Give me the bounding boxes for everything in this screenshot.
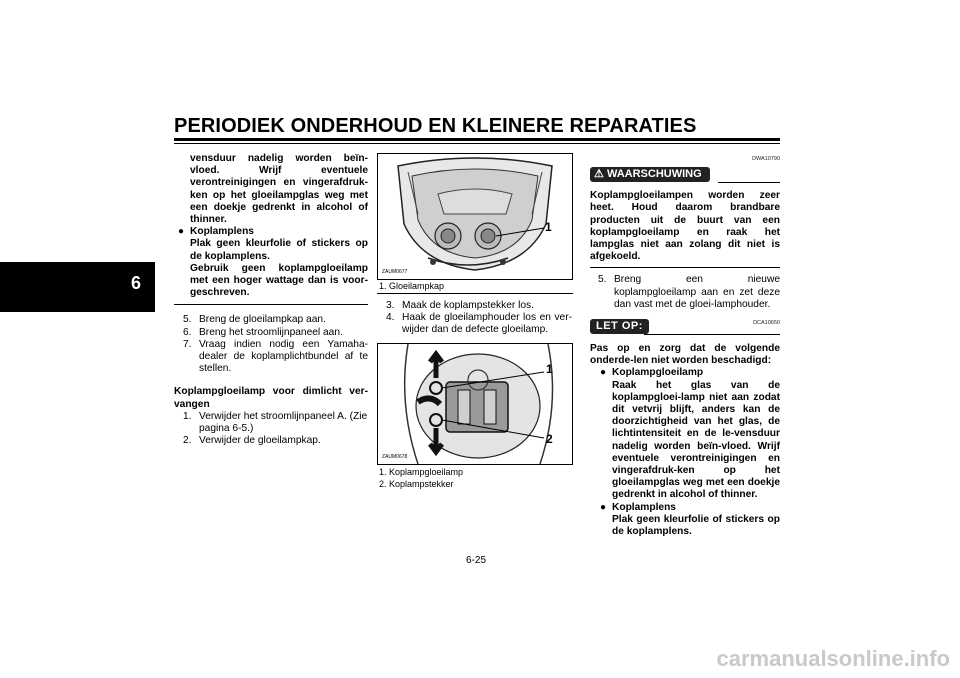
headlight-bulb-illustration	[378, 344, 572, 464]
left-bullet-title: Koplamplens	[190, 226, 254, 238]
caution-bullet-1	[598, 367, 780, 501]
fig2-caption1: 1. Koplampgloeilamp	[379, 467, 464, 477]
page-title: PERIODIEK ONDERHOUD EN KLEINERE REPARATIES	[174, 115, 697, 137]
fig2-callout1: 1	[546, 362, 553, 376]
fig1-rule	[377, 293, 573, 294]
fig2-caption2: 2. Koplampstekker	[379, 479, 454, 489]
left-column	[174, 153, 368, 447]
watermark: carmanualsonline.info	[716, 646, 950, 671]
chapter-number: 6	[130, 273, 141, 293]
fig1-callout: 1	[545, 220, 552, 234]
warning-icon: ⚠	[594, 168, 604, 181]
caution-bullet-2	[598, 502, 780, 539]
caution-bullet-1-text: Raak het glas van de koplampgloei-lamp niet aan zodat dit vetvrij blijft, anders kan de doorzichtigheid van het glas, de lichtintensiteit en de le-vensduur nadelig worden beïn-vloed. Wrijf eventuele verontreinigingen en vingerafdruk-ken op het gloeilampglas weg met een doekje gedrenkt in alcohol of thinner.	[612, 379, 780, 501]
warning-header-rule	[718, 182, 780, 183]
step-6: 6. Breng het stroomlijnpaneel aan.	[183, 326, 343, 338]
left-bullet-text2: Gebruik geen koplampgloeilamp met een hoger wattage dan is voor-geschreven.	[190, 262, 368, 299]
caution-bullet-2-text: Plak geen kleurfolie of stickers op de koplamplens.	[612, 513, 780, 538]
middle-steps	[386, 300, 572, 337]
fig2-code: ZAUM0678	[382, 454, 408, 460]
caution-badge: LET OP:	[590, 319, 649, 334]
headlight-cover-illustration	[378, 154, 572, 279]
header-rule	[174, 138, 780, 141]
left-steps2	[174, 411, 368, 448]
right-step-5: 5. Breng een nieuwe koplampgloeilamp aan en zet deze dan vast met de gloei-lamphouder.	[598, 274, 780, 310]
left-intro-block	[174, 153, 368, 226]
warning-rule	[590, 267, 780, 268]
bullet-icon: ●	[600, 367, 607, 379]
fig1-code: ZAUM0677	[382, 269, 408, 275]
bullet-icon: ●	[178, 226, 185, 238]
left-rule	[174, 304, 368, 305]
caution-intro: Pas op en zorg dat de volgende onderde-len niet worden beschadigd:	[590, 343, 780, 367]
warning-badge	[590, 167, 710, 182]
fig1-caption: 1. Gloeilampkap	[379, 281, 445, 291]
caution-bullet-1-title: Koplampgloeilamp	[612, 367, 704, 379]
bullet-icon: ●	[600, 501, 607, 513]
left-bullet	[176, 226, 368, 299]
caution-bullet-2-title: Koplamplens	[612, 501, 676, 513]
step-1: 1. Verwijder het stroomlijnpaneel A. (Zie pagina 6-5.)	[183, 410, 368, 435]
figure-headlight-cover	[377, 153, 573, 280]
warning-text: Koplampgloeilampen worden zeer heet. Houd daarom brandbare producten uit de buurt van een koplampgloeilamp en raak het lampglas niet aan zolang dit niet is afgekoeld.	[590, 190, 780, 263]
right-column	[590, 153, 780, 538]
header-rule-thin	[174, 143, 780, 144]
caution-header	[590, 319, 780, 339]
figure-headlight-bulb	[377, 343, 573, 465]
caution-code: DCA10650	[753, 320, 780, 327]
step-5: 5. Breng de gloeilampkap aan.	[183, 314, 326, 326]
step-4: 4. Haak de gloeilamphouder los en ver-wijder dan de defecte gloeilamp.	[386, 312, 572, 336]
step-3: 3. Maak de koplampstekker los.	[386, 300, 534, 311]
warning-header	[590, 167, 780, 185]
chapter-tab	[0, 262, 155, 312]
warning-code: DWA10790	[752, 156, 780, 162]
caution-header-rule	[644, 334, 780, 335]
warning-label: WAARSCHUWING	[606, 168, 702, 181]
fig2-callout2: 2	[546, 432, 553, 446]
left-subheading: Koplampgloeilamp voor dimlicht ver-vangen	[174, 386, 368, 410]
step-7: 7. Vraag indien nodig een Yamaha-dealer de koplamplichtbundel af te stellen.	[183, 338, 368, 375]
left-bullet-text1: Plak geen kleurfolie of stickers op de koplamplens.	[190, 238, 368, 262]
page-number: 6-25	[466, 555, 487, 566]
step-2: 2. Verwijder de gloeilampkap.	[183, 435, 321, 447]
left-steps	[174, 314, 368, 375]
left-intro-text: vensduur nadelig worden beïn-vloed. Wrijf eventuele verontreinigingen en vingerafdruk-ken op het gloeilampglas weg met een doekje gedrenkt in alcohol of thinner.	[190, 153, 368, 226]
